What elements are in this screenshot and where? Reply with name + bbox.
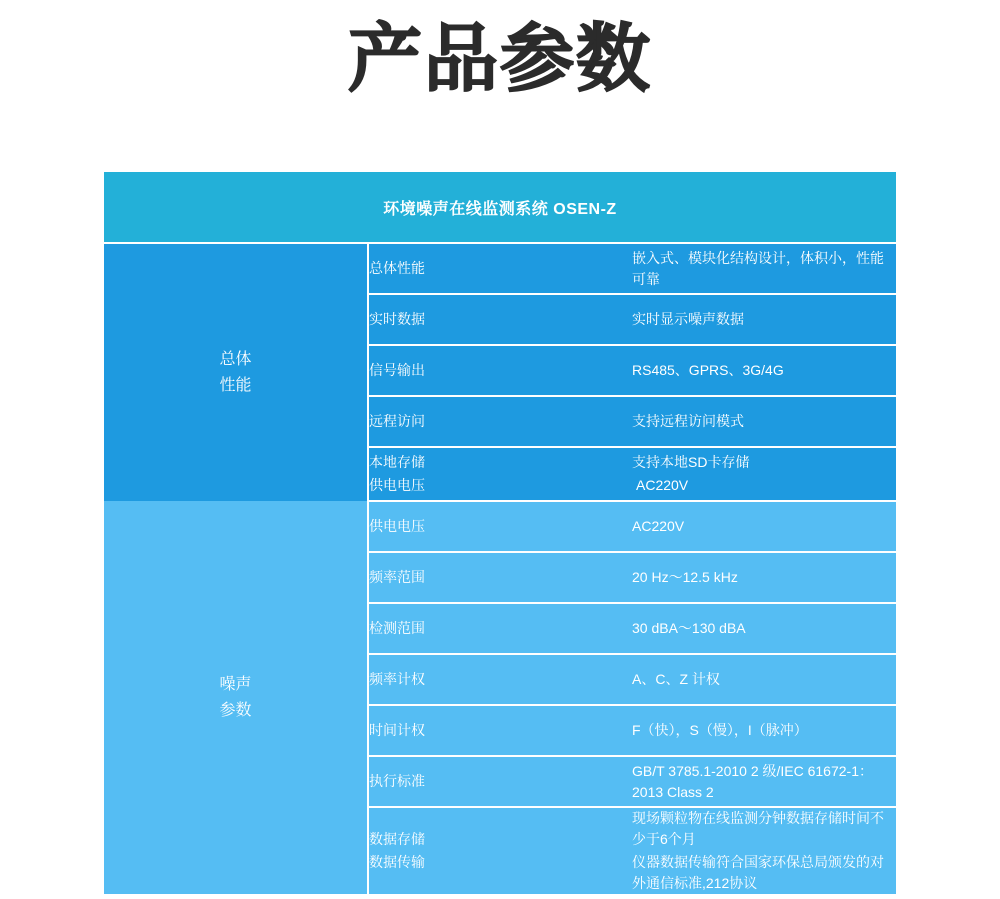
- spec-table: [104, 172, 896, 894]
- row-value: AC220V: [632, 501, 896, 552]
- group-label-line1: 噪声: [219, 676, 252, 694]
- row-key: 供电电压: [368, 501, 632, 552]
- row-key: [368, 447, 632, 501]
- row-key: 检测范围: [368, 603, 632, 654]
- row-value: 30 dBA～130 dBA: [632, 603, 896, 654]
- row-key-line2: 供电电压: [369, 477, 425, 493]
- row-value: RS485、GPRS、3G/4G: [632, 345, 896, 396]
- row-key: 实时数据: [368, 294, 632, 345]
- table-row: [104, 243, 896, 294]
- row-key-line1: 数据存储: [369, 831, 425, 847]
- page-title: 产品参数: [348, 16, 652, 102]
- row-value-line2: 仪器数据传输符合国家环保总局颁发的对外通信标准,212协议: [632, 854, 884, 891]
- row-key: [368, 807, 632, 894]
- group-label-line2: 参数: [219, 701, 252, 719]
- row-value-line1: 支持本地SD卡存储: [632, 454, 750, 470]
- row-value: F（快），S（慢），I（脉冲）: [632, 705, 896, 756]
- row-key: 执行标准: [368, 756, 632, 807]
- row-key: 频率计权: [368, 654, 632, 705]
- group-label-noise: [104, 501, 368, 894]
- group-label-line1: 总体: [219, 351, 252, 369]
- row-value: [632, 807, 896, 894]
- row-value: 20 Hz～12.5 kHz: [632, 552, 896, 603]
- table-header-row: [104, 172, 896, 243]
- table-row: [104, 501, 896, 552]
- row-value: A、C、Z 计权: [632, 654, 896, 705]
- row-value: 实时显示噪声数据: [632, 294, 896, 345]
- row-key: 时间计权: [368, 705, 632, 756]
- group-label-overall: [104, 243, 368, 501]
- table-header-title: 环境噪声在线监测系统 OSEN-Z: [104, 172, 896, 243]
- row-key: 总体性能: [368, 243, 632, 294]
- row-value-line2: AC220V: [636, 477, 689, 493]
- row-value: 嵌入式、模块化结构设计，体积小，性能可靠: [632, 243, 896, 294]
- spec-table-container: [104, 172, 896, 894]
- row-key: 远程访问: [368, 396, 632, 447]
- group-label-line2: 性能: [219, 376, 252, 394]
- row-key-line2: 数据传输: [369, 854, 425, 870]
- row-key: 信号输出: [368, 345, 632, 396]
- row-value-line1: 现场颗粒物在线监测分钟数据存储时间不少于6个月: [632, 810, 884, 847]
- row-key: 频率范围: [368, 552, 632, 603]
- row-value: 支持远程访问模式: [632, 396, 896, 447]
- row-key-line1: 本地存储: [369, 454, 425, 470]
- row-value: GB/T 3785.1-2010 2 级/IEC 61672-1：2013 Class 2: [632, 756, 896, 807]
- row-value: [632, 447, 896, 501]
